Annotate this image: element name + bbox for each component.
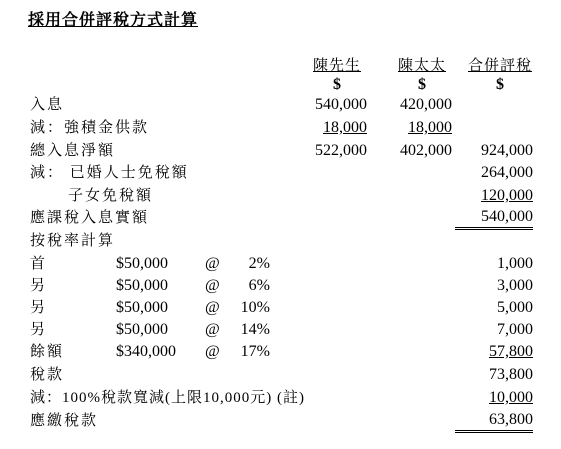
row-label-chargeable-income: 應課稅入息實額 [30, 210, 150, 226]
bracket-tax: 1,000 [497, 255, 533, 272]
net-income-joint: 924,000 [481, 142, 533, 159]
bracket-at: @ [205, 277, 220, 294]
bracket-at: @ [205, 299, 220, 316]
currency-husband: $ [333, 76, 341, 93]
column-header-husband: 陳先生 [312, 58, 361, 74]
bracket-rate: 14% [240, 321, 270, 338]
bracket-label: 另 [30, 322, 48, 338]
currency-joint: $ [496, 76, 504, 93]
row-label-reduction: 減：100%稅款寬減(上限10,000元) (註) [30, 390, 305, 406]
bracket-rate: 2% [248, 255, 270, 272]
bracket-tax: 5,000 [497, 299, 533, 316]
net-income-husband: 522,000 [315, 142, 367, 159]
bracket-label: 另 [30, 278, 48, 294]
bracket-amount: $50,000 [116, 277, 168, 294]
bracket-tax: 7,000 [497, 321, 533, 338]
child-allowance-joint: 120,000 [481, 187, 533, 204]
row-label-tax-payable: 應繳稅款 [30, 413, 99, 429]
net-income-wife: 402,000 [400, 142, 452, 159]
row-label-income: 入息 [30, 97, 65, 113]
column-header-joint: 合併評稅 [467, 58, 532, 74]
mpf-husband: 18,000 [323, 119, 367, 136]
row-label-child-allowance: 子女免稅額 [68, 188, 154, 204]
bracket-amount: $340,000 [116, 343, 176, 360]
bracket-rate: 6% [248, 277, 270, 294]
mpf-wife: 18,000 [408, 119, 452, 136]
bracket-tax: 57,800 [489, 343, 533, 360]
bracket-at: @ [205, 343, 220, 360]
column-header-wife: 陳太太 [397, 58, 446, 74]
chargeable-income-joint: 540,000 [455, 208, 533, 230]
bracket-label: 另 [30, 300, 48, 316]
tax-payable-joint: 63,800 [455, 411, 533, 433]
bracket-label: 餘額 [30, 344, 65, 360]
bracket-rate: 10% [240, 299, 270, 316]
bracket-amount: $50,000 [116, 321, 168, 338]
reduction-joint: 10,000 [489, 389, 533, 406]
bracket-at: @ [205, 321, 220, 338]
bracket-rate: 17% [240, 343, 270, 360]
row-label-married-allowance: 減： 已婚人士免稅額 [30, 165, 189, 181]
tax-joint: 73,800 [489, 366, 533, 383]
bracket-tax: 3,000 [497, 277, 533, 294]
income-husband: 540,000 [315, 96, 367, 113]
bracket-at: @ [205, 255, 220, 272]
bracket-label: 首 [30, 256, 48, 272]
income-wife: 420,000 [400, 96, 452, 113]
row-label-progressive-heading: 按稅率計算 [30, 233, 116, 249]
row-label-tax: 稅款 [30, 367, 65, 383]
page-title: 採用合併評稅方式計算 [28, 12, 199, 29]
bracket-amount: $50,000 [116, 299, 168, 316]
row-label-net-income: 總入息淨額 [30, 143, 116, 159]
married-allowance-joint: 264,000 [481, 164, 533, 181]
currency-wife: $ [418, 76, 426, 93]
bracket-amount: $50,000 [116, 255, 168, 272]
row-label-mpf: 減：強積金供款 [30, 120, 150, 136]
